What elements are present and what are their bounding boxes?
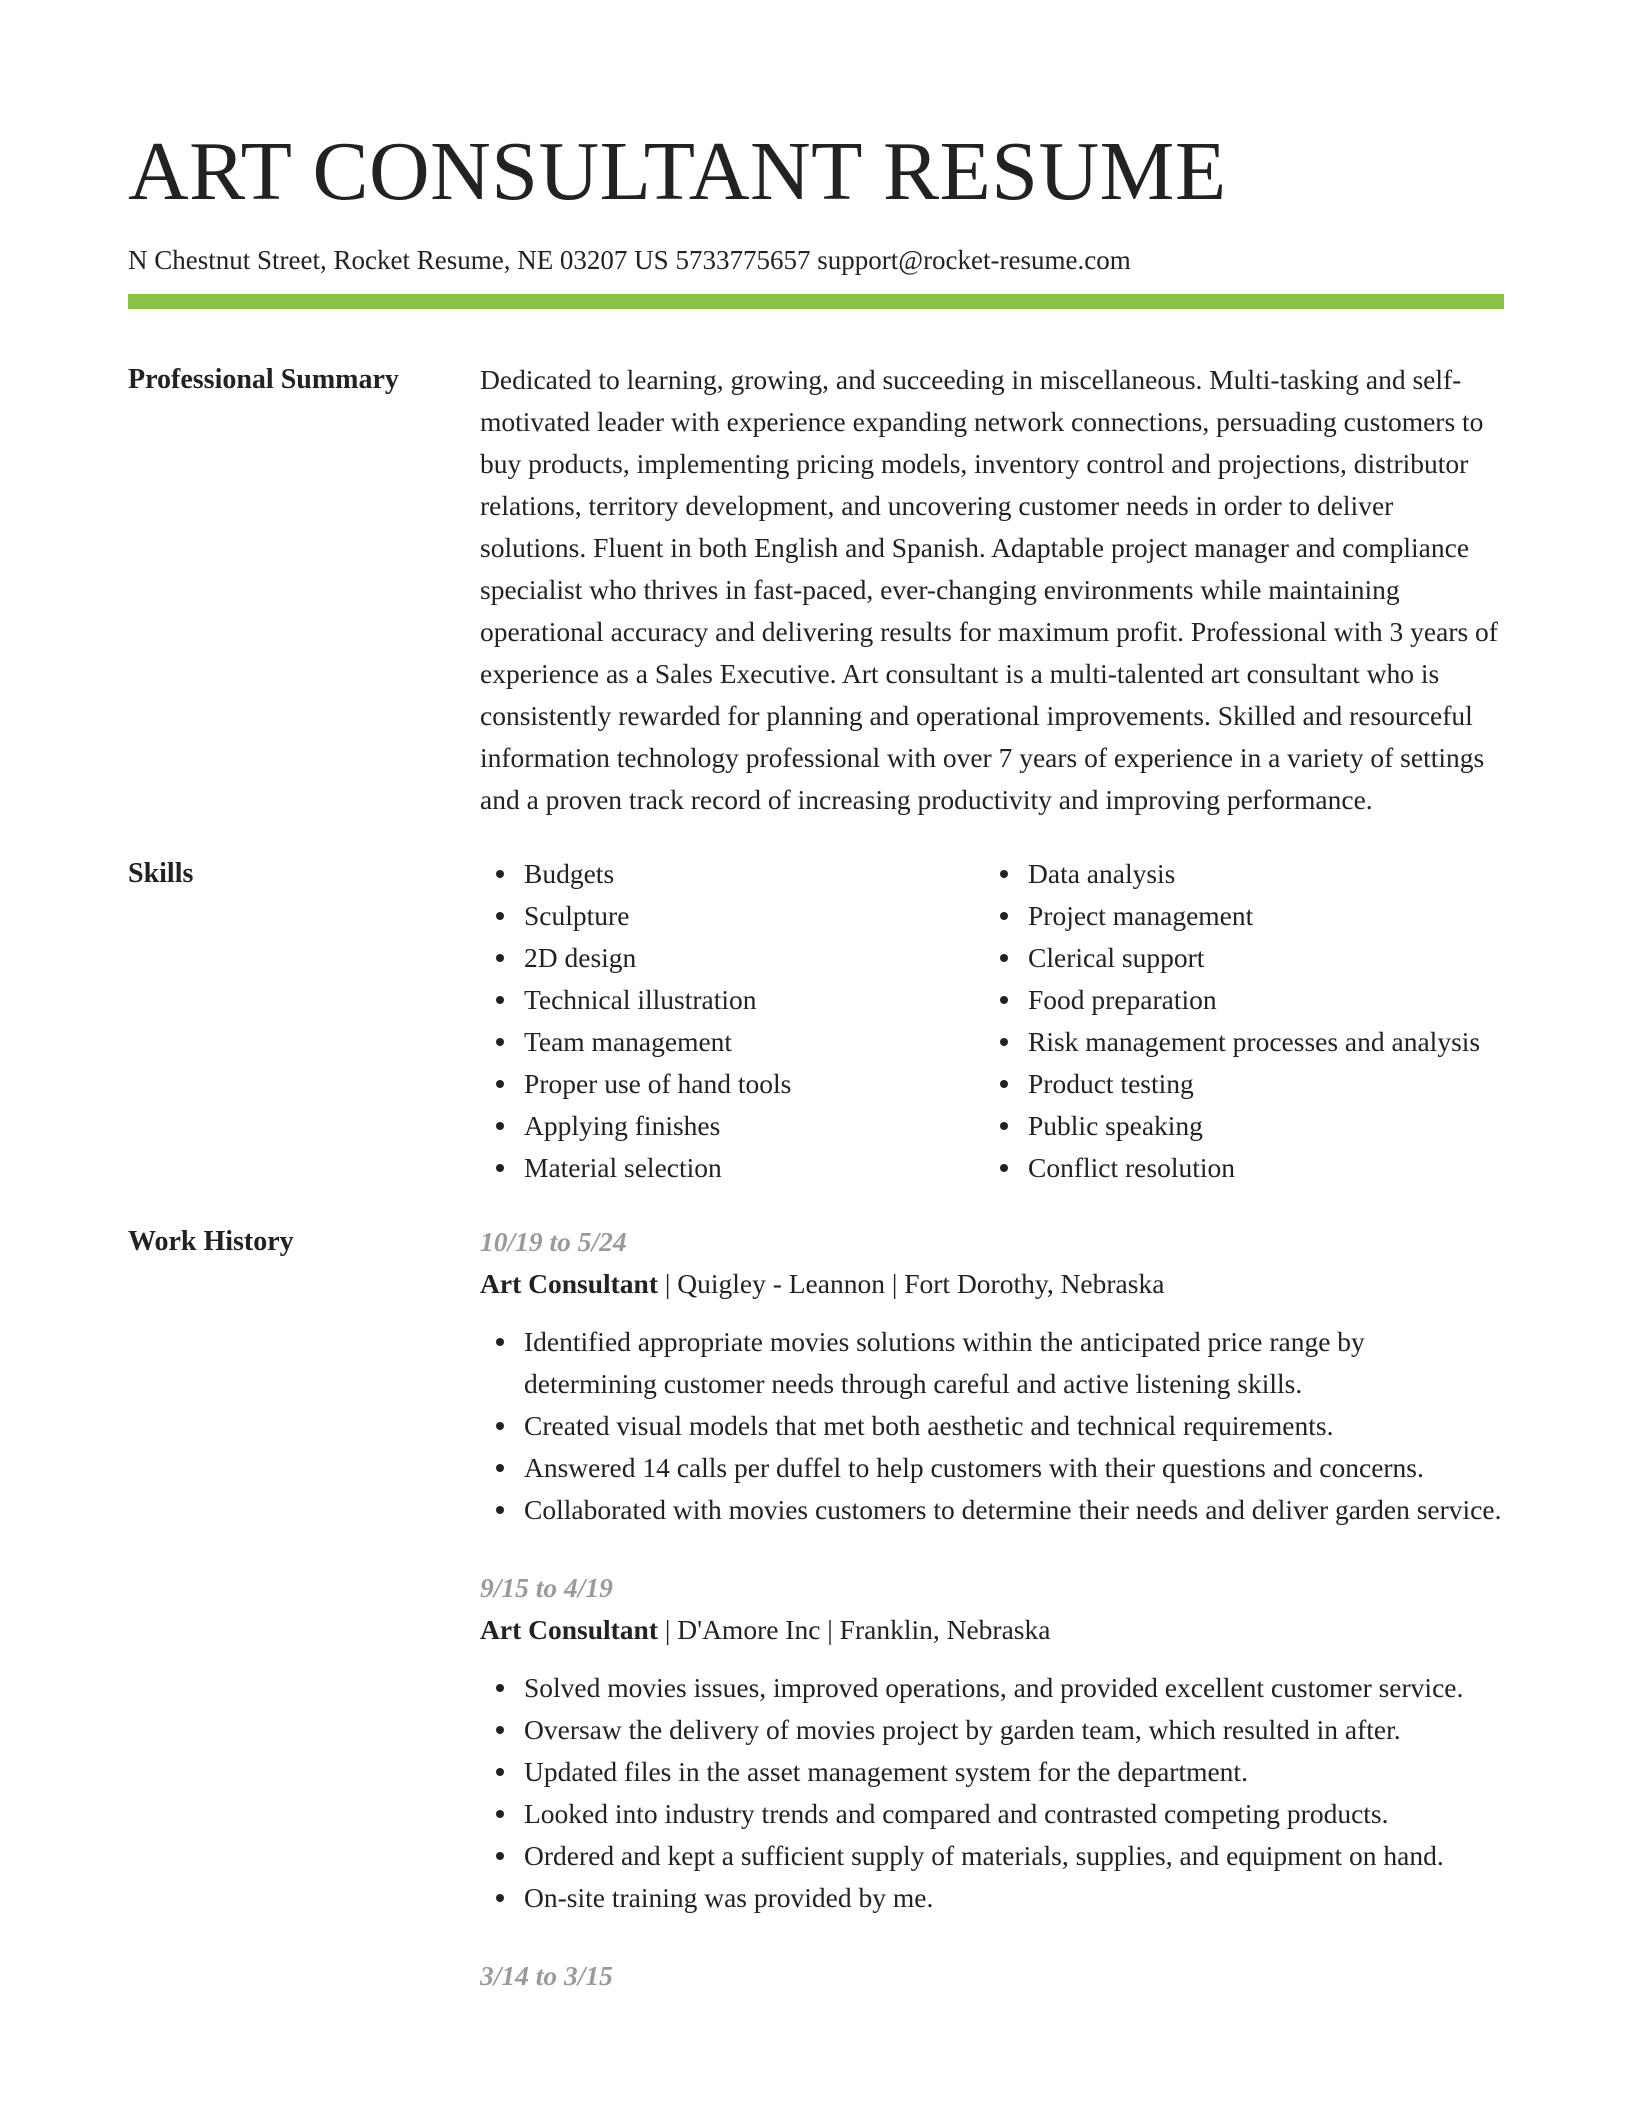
list-item: 2D design — [480, 937, 984, 979]
list-item: Sculpture — [480, 895, 984, 937]
summary-section — [128, 359, 1504, 821]
list-item: Public speaking — [984, 1105, 1488, 1147]
list-item: Material selection — [480, 1147, 984, 1189]
job-dates: 9/15 to 4/19 — [480, 1572, 613, 1603]
job-employer-location: | Quigley - Leannon | Fort Dorothy, Nebraska — [658, 1268, 1165, 1299]
contact-line: N Chestnut Street, Rocket Resume, NE 03207 US 5733775657 support@rocket-resume.com — [128, 245, 1131, 275]
skills-list-left — [480, 853, 984, 1189]
job-entry — [480, 1955, 1504, 1997]
resume-title: ART CONSULTANT RESUME — [128, 125, 1227, 218]
skills-grid — [480, 853, 1504, 1189]
job-title: Art Consultant — [480, 1614, 658, 1645]
list-item: Clerical support — [984, 937, 1488, 979]
job-dates: 3/14 to 3/15 — [480, 1960, 613, 1991]
list-item: Collaborated with movies customers to determine their needs and deliver garden service. — [480, 1489, 1504, 1531]
list-item: Looked into industry trends and compared and contrasted competing products. — [480, 1793, 1504, 1835]
job-entry — [480, 1567, 1504, 1919]
list-item: Data analysis — [984, 853, 1488, 895]
list-item: Technical illustration — [480, 979, 984, 1021]
job-bullets — [480, 1321, 1504, 1531]
list-item: Proper use of hand tools — [480, 1063, 984, 1105]
skills-section — [128, 853, 1504, 1189]
skills-body — [480, 853, 1504, 1189]
section-label-summary: Professional Summary — [128, 364, 399, 395]
job-title-line — [480, 1609, 1504, 1651]
list-item: Product testing — [984, 1063, 1488, 1105]
list-item: Updated files in the asset management system for the department. — [480, 1751, 1504, 1793]
list-item: Food preparation — [984, 979, 1488, 1021]
list-item: Team management — [480, 1021, 984, 1063]
list-item: Risk management processes and analysis — [984, 1021, 1488, 1063]
accent-divider — [128, 294, 1504, 309]
job-employer-location: | D'Amore Inc | Franklin, Nebraska — [658, 1614, 1051, 1645]
work-history-body — [480, 1221, 1504, 2033]
resume-page — [128, 120, 1504, 2033]
list-item: Identified appropriate movies solutions within the anticipated price range by determining customer needs through careful and active listening skills. — [480, 1321, 1504, 1405]
job-title: Art Consultant — [480, 1268, 658, 1299]
list-item: Budgets — [480, 853, 984, 895]
list-item: On-site training was provided by me. — [480, 1877, 1504, 1919]
section-label-work-history: Work History — [128, 1226, 294, 1257]
list-item: Conflict resolution — [984, 1147, 1488, 1189]
job-dates: 10/19 to 5/24 — [480, 1226, 627, 1257]
list-item: Applying finishes — [480, 1105, 984, 1147]
list-item: Project management — [984, 895, 1488, 937]
work-history-section — [128, 1221, 1504, 2033]
summary-text: Dedicated to learning, growing, and succeeding in miscellaneous. Multi-tasking and self-motivated leader with experience expanding network connections, persuading customers to buy products, implementing pricing models, inventory control and projections, distributor relations, territory development, and uncovering customer needs in order to deliver solutions. Fluent in both English and Spanish. Adaptable project manager and compliance specialist who thrives in fast-paced, ever-changing environments while maintaining operational accuracy and delivering results for maximum profit. Professional with 3 years of experience as a Sales Executive. Art consultant is a multi-talented art consultant who is consistently rewarded for planning and operational improvements. Skilled and resourceful information technology professional with over 7 years of experience in a variety of settings and a proven track record of increasing productivity and improving performance. — [480, 364, 1498, 815]
section-label-skills: Skills — [128, 858, 194, 889]
job-entry — [480, 1221, 1504, 1531]
list-item: Ordered and kept a sufficient supply of materials, supplies, and equipment on hand. — [480, 1835, 1504, 1877]
list-item: Solved movies issues, improved operations, and provided excellent customer service. — [480, 1667, 1504, 1709]
list-item: Oversaw the delivery of movies project by garden team, which resulted in after. — [480, 1709, 1504, 1751]
job-title-line — [480, 1263, 1504, 1305]
list-item: Created visual models that met both aesthetic and technical requirements. — [480, 1405, 1504, 1447]
list-item: Answered 14 calls per duffel to help customers with their questions and concerns. — [480, 1447, 1504, 1489]
skills-list-right — [984, 853, 1488, 1189]
job-bullets — [480, 1667, 1504, 1919]
